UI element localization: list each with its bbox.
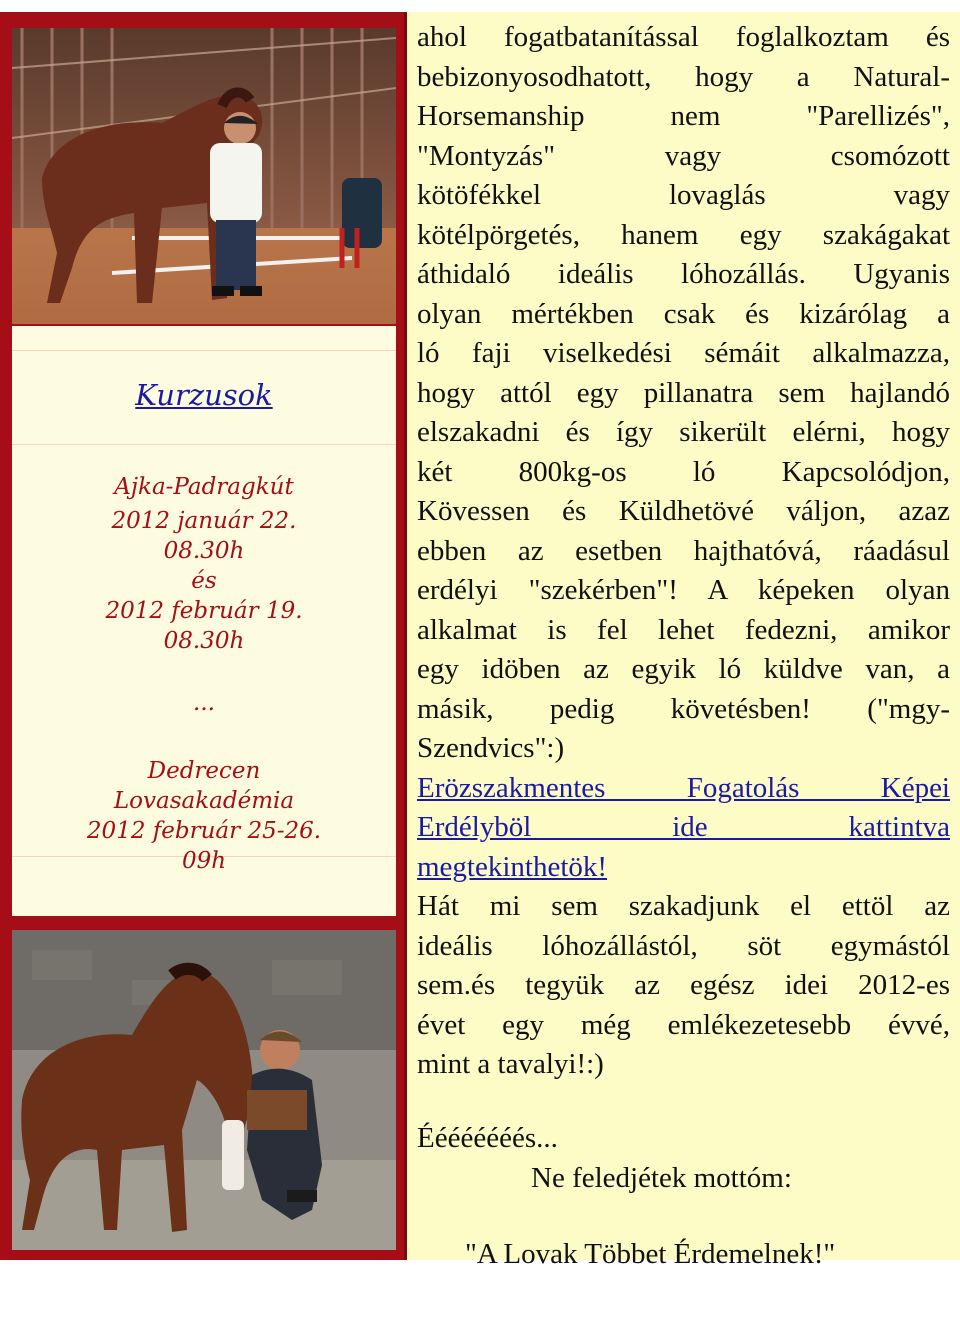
closing-line: sem.és tegyük az egész idei 2012-es <box>417 969 950 1001</box>
course1-date: 2012 január 22. <box>111 508 297 534</box>
course2-venue: Lovasakadémia <box>113 788 295 814</box>
course1-time: 08.30h <box>163 538 245 564</box>
photos-link[interactable]: Erözszakmentes Fogatolás Képei <box>417 771 950 804</box>
course1-date2: 2012 február 19. <box>105 598 303 624</box>
course1-and: és <box>191 568 217 594</box>
article-body <box>417 18 950 1085</box>
article-line: alkalmat is fel lehet fedezni, amikor <box>417 613 950 646</box>
article-line: két 800kg-os ló Kapcsolódjon, <box>417 455 950 488</box>
motto: "A Lovak Többet Érdemelnek!" <box>465 1238 836 1270</box>
photos-link[interactable]: Erdélyböl ide kattintva <box>417 811 950 843</box>
article-line: ló faji viselkedési sémáit alkalmazza, <box>417 337 950 369</box>
motto-intro: Ne feledjétek mottóm: <box>531 1162 792 1194</box>
photos-link[interactable]: megtekinthetök! <box>417 850 608 883</box>
article-line: ahol fogatbatanítással foglalkoztam és <box>417 21 950 53</box>
eee-line: Éééééééés... <box>417 1122 558 1154</box>
article-line: Kövessen és Küldhetövé váljon, azaz <box>417 495 950 527</box>
article-line: egy idöben az egyik ló küldve van, a <box>417 653 950 685</box>
article-line: Szendvics":) <box>417 732 565 764</box>
closing-line: évet egy még emlékezetesebb évvé, <box>417 1008 950 1041</box>
article-line: elszakadni és így sikerült elérni, hogy <box>417 416 950 448</box>
article-line: másik, pedig követésben! ("mgy- <box>417 692 950 725</box>
sidebar <box>0 0 408 1326</box>
article-line: kötélpörgetés, hanem egy szakágakat <box>417 218 950 251</box>
course1-location: Ajka-Padragkút <box>114 474 294 500</box>
article-line: Horsemanship nem "Parellizés", <box>417 100 950 132</box>
courses-box <box>12 326 396 916</box>
article-line: bebizonyosodhatott, hogy a Natural- <box>417 60 950 93</box>
closing-line: mint a tavalyi!:) <box>417 1048 604 1080</box>
article-line: ebben az esetben hajthatóvá, ráadásul <box>417 534 950 567</box>
closing-line: Hát mi sem szakadjunk el ettöl az <box>417 890 950 922</box>
course2-location: Dedrecen <box>147 758 261 784</box>
closing-line: ideális lóhozállástól, söt egymástól <box>417 929 950 962</box>
horse-training-photo-bottom <box>12 930 396 1250</box>
article-line: kötöfékkel lovaglás vagy <box>417 179 950 211</box>
article-line: erdélyi "szekérben"! A képeken olyan <box>417 574 950 606</box>
article-line: olyan mértékben csak és kizárólag a <box>417 297 950 330</box>
article-panel <box>404 12 960 1270</box>
article-line: hogy attól egy pillanatra sem hajlandó <box>417 376 950 409</box>
ellipsis: ... <box>193 690 215 716</box>
article-line: áthidaló ideális lóhozállás. Ugyanis <box>417 258 950 290</box>
course2-time: 09h <box>181 848 227 874</box>
article-line: "Montyzás" vagy csomózott <box>417 139 950 172</box>
horse-training-photo-top <box>12 28 396 324</box>
courses-link[interactable]: Kurzusok <box>135 378 273 412</box>
course2-date: 2012 február 25-26. <box>86 818 322 844</box>
course1-time2: 08.30h <box>163 628 245 654</box>
